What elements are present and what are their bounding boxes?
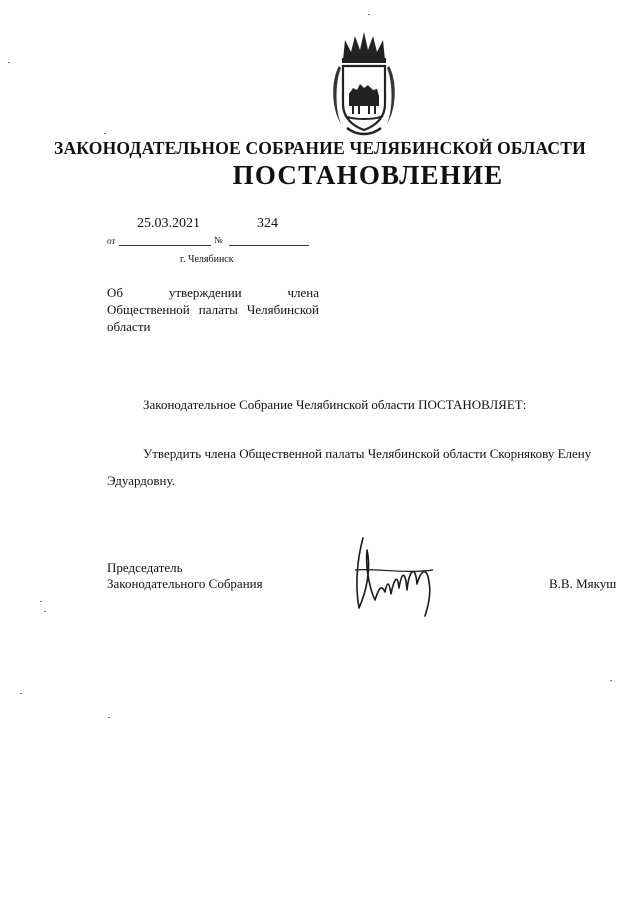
date-underline xyxy=(119,245,211,246)
signature-icon xyxy=(345,530,440,620)
scan-speck xyxy=(44,611,46,612)
coat-of-arms-icon xyxy=(329,30,399,138)
number-prefix-label: № xyxy=(214,235,223,245)
document-type-title: ПОСТАНОВЛЕНИЕ xyxy=(232,160,504,190)
city-label: г. Челябинск xyxy=(180,254,234,265)
signer-name: В.В. Мякуш xyxy=(549,576,617,591)
scan-speck xyxy=(610,680,612,681)
scan-speck xyxy=(368,14,370,15)
scan-speck xyxy=(108,717,110,718)
scan-speck xyxy=(40,601,42,602)
scan-speck xyxy=(8,62,10,63)
signer-position-line-1: Председатель xyxy=(107,560,183,575)
number-underline xyxy=(229,245,309,246)
document-subject: Об утверждении члена Общественной палаты Челябинской области xyxy=(107,285,319,334)
document-date: 25.03.2021 xyxy=(137,216,200,231)
scan-speck xyxy=(20,693,22,694)
date-prefix-label: от xyxy=(107,236,116,246)
signer-position-line-2: Законодательного Собрания xyxy=(107,576,263,591)
resolution-text-line-1: Утвердить члена Общественной палаты Челябинской области Скорнякову Елену xyxy=(143,446,592,461)
scan-speck xyxy=(104,133,106,134)
organization-title: ЗАКОНОДАТЕЛЬНОЕ СОБРАНИЕ ЧЕЛЯБИНСКОЙ ОБЛАСТИ xyxy=(54,138,586,158)
resolution-text-line-2: Эдуардовну. xyxy=(107,473,175,488)
document-number: 324 xyxy=(257,216,278,231)
preamble-text: Законодательное Собрание Челябинской области ПОСТАНОВЛЯЕТ: xyxy=(143,397,527,412)
